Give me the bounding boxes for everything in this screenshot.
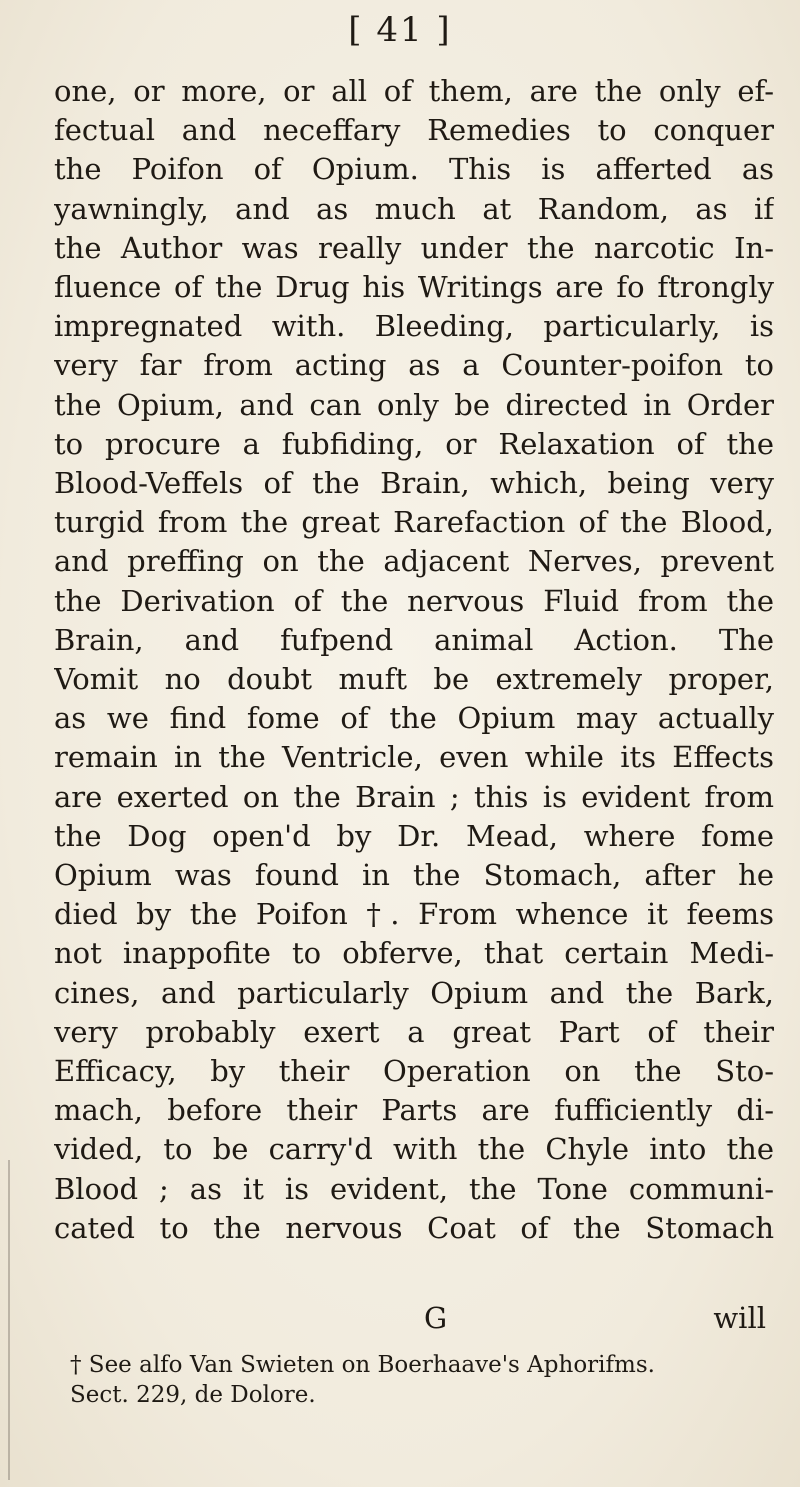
text-line: vided, to be carry'd with the Chyle into the [54,1132,774,1167]
text-line: cines, and particularly Opium and the Bark, [54,975,774,1010]
text-line: Opium was found in the Stomach, after he [54,858,774,893]
text-line: Brain, and fufpend animal Action. The [54,622,774,657]
text-line: and preffing on the adjacent Nerves, prevent [54,544,774,579]
text-line: very far from acting as a Counter-poifon to [54,348,774,383]
footnote [70,1350,770,1410]
text-line: Efficacy, by their Operation on the Sto- [54,1054,774,1089]
text-line: died by the Poifon †. From whence it feems [54,897,774,932]
text-line: not inappofite to obferve, that certain Medi- [54,936,774,971]
text-line: cated to the nervous Coat of the Stomach [54,1210,774,1245]
text-line: as we find fome of the Opium may actually [54,701,774,736]
text-line: impregnated with. Bleeding, particularly, is [54,309,774,344]
text-line: very probably exert a great Part of their [54,1014,774,1049]
text-line: one, or more, or all of them, are the only ef- [54,74,774,108]
signature-mark: G [424,1301,448,1335]
footnote-line: Sect. 229, de Dolore. [70,1382,316,1408]
text-line: mach, before their Parts are fufficiently di- [54,1093,774,1128]
text-line: to procure a fubfiding, or Relaxation of the [54,426,774,461]
text-line: are exerted on the Brain ; this is evident from [54,779,774,814]
text-line: fectual and neceffary Remedies to conquer [54,113,774,148]
text-line: remain in the Ventricle, even while its Effects [54,740,774,775]
text-line: Vomit no doubt muft be extremely proper, [54,662,774,697]
text-line: the Derivation of the nervous Fluid from the [54,583,774,618]
page-number: [ 41 ] [348,10,452,50]
catchline [54,1301,774,1341]
margin-shadow [8,1160,10,1480]
footnote-line: † See alfo Van Swieten on Boerhaave's Aphorifms. [70,1352,655,1378]
catchword: will [713,1301,766,1335]
text-line: turgid from the great Rarefaction of the Blood, [54,505,774,540]
text-line: the Poifon of Opium. This is afferted as [54,152,774,187]
text-line: the Dog open'd by Dr. Mead, where fome [54,818,774,853]
text-line: Blood-Veffels of the Brain, which, being very [54,466,774,501]
text-line: the Opium, and can only be directed in Order [54,387,774,422]
text-line: the Author was really under the narcotic In- [54,230,774,265]
body-text [54,72,774,1248]
text-line: yawningly, and as much at Random, as if [54,191,774,226]
text-line: Blood ; as it is evident, the Tone communi- [54,1171,774,1206]
text-line: fluence of the Drug his Writings are fo ftrongly [54,270,774,305]
